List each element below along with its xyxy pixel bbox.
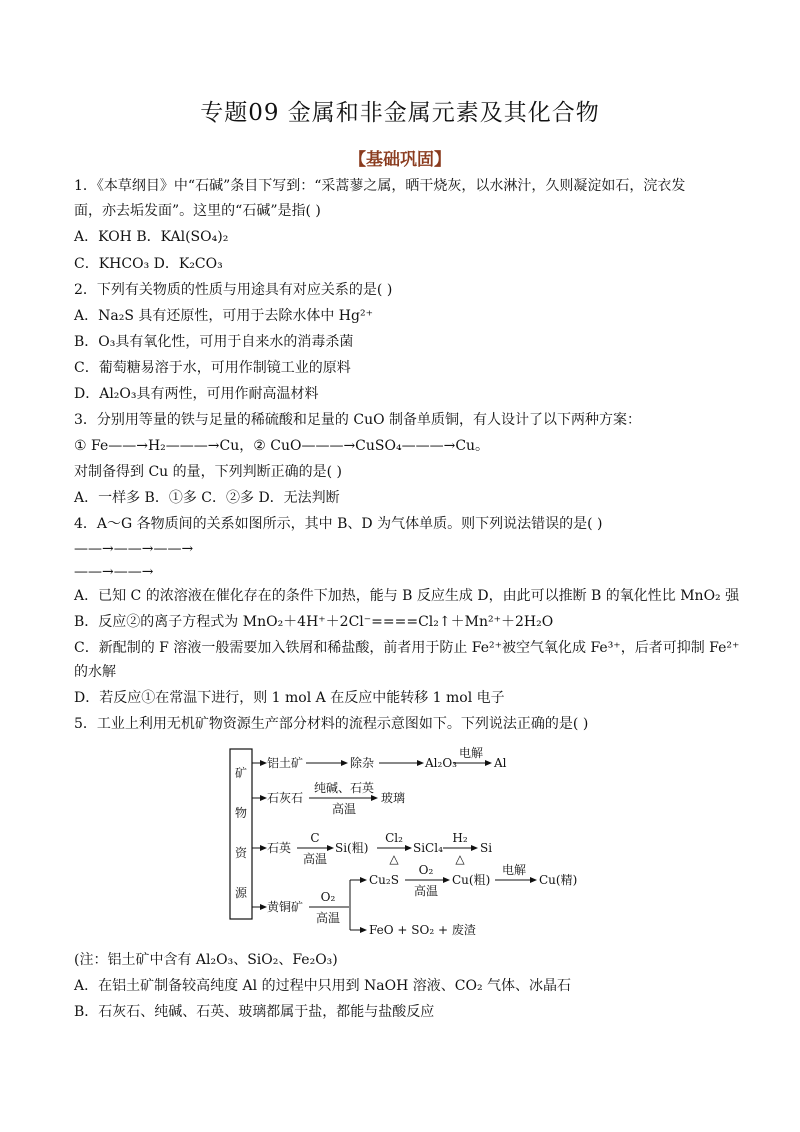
row3-cond2-bottom: △ (389, 852, 399, 866)
row3-mid2: SiCl₄ (413, 841, 443, 855)
q2-option-c: C．葡萄糖易溶于水，可用作制镜工业的原料 (74, 360, 351, 376)
q1-options-cd: C．KHCO₃ D．K₂CO₃ (74, 256, 223, 272)
row1-cond: 电解 (458, 746, 484, 760)
q1-options-ab: A．KOH B．KAl(SO₄)₂ (74, 229, 229, 245)
q5-note: (注：铝土矿中含有 Al₂O₃、SiO₂、Fe₂O₃) (74, 952, 338, 968)
q2-option-a: A．Na₂S 具有还原性，可用于去除水体中 Hg²⁺ (74, 308, 373, 324)
row3-cond2-top: Cl₂ (385, 831, 403, 845)
q4-option-c-line1: C．新配制的 F 溶液一般需要加入铁屑和稀盐酸，前者用于防止 Fe²⁺被空气氧化成 Fe³⁺，后者可抑制 Fe²⁺ (74, 640, 740, 656)
box-char-3: 资 (234, 846, 248, 860)
q1-line1: 1．《本草纲目》中“石碱”条目下写到：“采蒿蓼之属，晒干烧灰，以水淋汁，久则凝淀如石，浣衣发 (74, 178, 686, 194)
row3-cond1-bottom: 高温 (302, 852, 328, 866)
q5-stem: 5．工业上利用无机矿物资源生产部分材料的流程示意图如下。下列说法正确的是( ) (74, 716, 589, 732)
row4-cond1-top: O₂ (320, 890, 336, 904)
page-title: 专题09 金属和非金属元素及其化合物 (200, 100, 600, 126)
mineral-flow-diagram (229, 745, 609, 940)
row3-cond1-top: C (310, 831, 320, 845)
q2-option-d: D．Al₂O₃具有两性，可用作耐高温材料 (74, 386, 319, 402)
q3-stem: 3．分别用等量的铁与足量的稀硫酸和足量的 CuO 制备单质铜，有人设计了以下两种方案： (74, 412, 642, 428)
box-char-1: 矿 (234, 766, 248, 780)
row1-step: 除杂 (350, 756, 375, 770)
row4-mid: Cu(粗) (452, 873, 491, 887)
q4-option-d: D．若反应①在常温下进行，则 1 mol A 在反应中能转移 1 mol 电子 (74, 690, 505, 706)
row2-cond-top: 纯碱、石英 (313, 781, 375, 795)
q4-flow-line2: ——→——→ (74, 564, 154, 580)
row1-source: 铝土矿 (267, 756, 304, 770)
q4-option-c-line2: 的水解 (74, 664, 116, 680)
box-char-2: 物 (234, 806, 248, 820)
section-heading: 【基础巩固】 (349, 150, 451, 170)
q2-option-b: B．O₃具有氧化性，可用于自来水的消毒杀菌 (74, 334, 354, 350)
box-char-4: 源 (234, 886, 248, 900)
row3-source: 石英 (267, 841, 292, 855)
row4-cond3-top: 电解 (501, 863, 527, 877)
row4-cond2-bottom: 高温 (413, 884, 439, 898)
q4-stem: 4．A～G 各物质间的关系如图所示，其中 B、D 为气体单质。则下列说法错误的是( ) (74, 516, 603, 532)
row4-cond2-top: O₂ (418, 863, 434, 877)
row2-source: 石灰石 (267, 791, 304, 805)
row2-product: 玻璃 (381, 791, 406, 805)
row1-product: Al (494, 756, 507, 770)
q4-option-a: A．已知 C 的浓溶液在催化存在的条件下加热，能与 B 反应生成 D，由此可以推断 B 的氧化性比 MnO₂ 强 (74, 588, 740, 604)
q3-question: 对制备得到 Cu 的量，下列判断正确的是( ) (74, 464, 343, 480)
q5-option-b: B．石灰石、纯碱、石英、玻璃都属于盐，都能与盐酸反应 (74, 1004, 435, 1020)
q4-option-b: B．反应②的离子方程式为 MnO₂＋4H⁺＋2Cl⁻====Cl₂↑＋Mn²⁺＋2H₂O (74, 614, 554, 630)
q3-schemes: ① Fe——→H₂———→Cu，② CuO———→CuSO₄———→Cu。 (74, 438, 490, 454)
row4-up: Cu₂S (369, 873, 399, 887)
q1-line2: 面，亦去垢发面”。这里的“石碱”是指( ) (74, 203, 321, 219)
row3-cond3-top: H₂ (452, 831, 468, 845)
row2-cond-bottom: 高温 (331, 802, 357, 816)
row4-product: Cu(精) (539, 873, 578, 887)
q2-stem: 2．下列有关物质的性质与用途具有对应关系的是( ) (74, 282, 393, 298)
row4-down: FeO + SO₂ + 废渣 (369, 923, 476, 937)
row3-cond3-bottom: △ (455, 852, 465, 866)
q4-flow-line1: ——→——→——→ (74, 541, 194, 557)
row4-source: 黄铜矿 (267, 900, 304, 914)
q5-option-a: A．在铝土矿制备较高纯度 Al 的过程中只用到 NaOH 溶液、CO₂ 气体、冰晶石 (74, 978, 572, 994)
row3-mid1: Si(粗) (335, 841, 369, 855)
row3-product: Si (480, 841, 493, 855)
row4-cond1-bottom: 高温 (315, 911, 341, 925)
row1-mid: Al₂O₃ (425, 756, 457, 770)
q3-options: A．一样多 B．①多 C．②多 D．无法判断 (74, 490, 340, 506)
